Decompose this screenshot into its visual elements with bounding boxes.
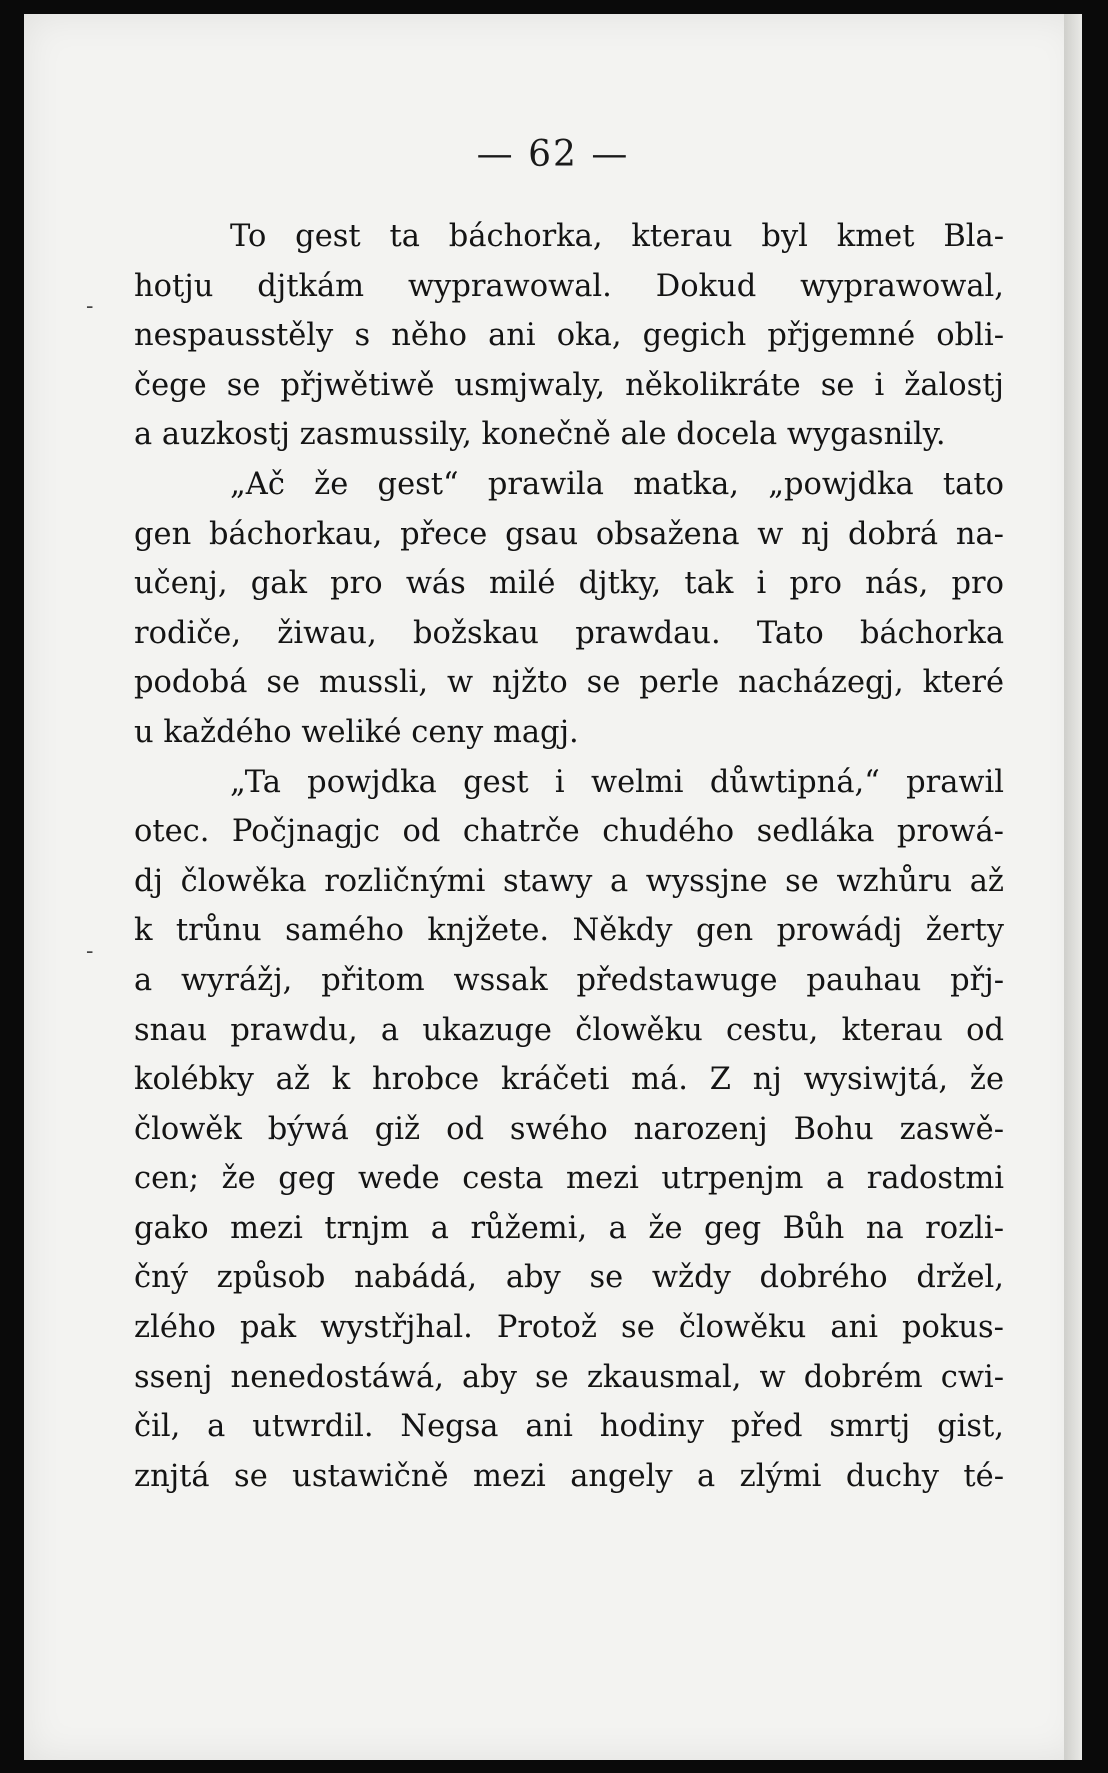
text-line: otec. Počjnagjc od chatrče chudého sedláka prowá- <box>134 814 1004 850</box>
text-line: rodiče, žiwau, božskau prawdau. Tato báchorka <box>134 615 1004 651</box>
text-line: čný způsob nabádá, aby se wždy dobrého držel, <box>134 1260 1004 1296</box>
text-line: a wyrážj, přitom wssak předstawuge pauhau přj- <box>134 962 1004 998</box>
book-page <box>24 14 1082 1760</box>
text-line: gen báchorkau, přece gsau obsaženа w nj dobrá na- <box>134 516 1004 552</box>
text-line: snau prawdu, a ukazuge člowěku cestu, kterau od <box>134 1012 1004 1048</box>
text-line: čil, a utwrdil. Negsa ani hodiny před smrtj gist, <box>134 1409 1004 1445</box>
text-line: dj člowěka rozličnými stawy a wyssjne se wzhůru až <box>134 863 1004 899</box>
margin-mark: - <box>86 294 94 319</box>
text-line: ssenj nenedostáwá, aby se zkausmal, w dobrém cwi- <box>134 1359 1004 1395</box>
text-line: znjtá se ustawičně mezi angely a zlými duchy té- <box>134 1458 1004 1494</box>
text-line: kolébky až k hrobce kráčeti má. Z nj wysiwjtá, že <box>134 1062 1004 1098</box>
page-number: — 62 — <box>476 134 630 175</box>
text-line: k trůnu samého knjžete. Někdy gen prowádj žerty <box>134 913 1004 949</box>
margin-mark: - <box>86 939 94 964</box>
text-line: učenj, gak pro wás milé djtky, tak i pro nás, pro <box>134 566 1004 602</box>
text-line: cen; že geg wede cesta mezi utrpenjm a radostmi <box>134 1161 1004 1197</box>
text-line: „Ta powjdka gest i welmi důwtipná,“ prawil <box>230 764 1004 800</box>
text-line: nespausstěly s něho ani oka, gegich přjgemné obli- <box>134 318 1004 354</box>
text-line: zlého pak wystřjhal. Protož se člowěku ani pokus- <box>134 1310 1004 1346</box>
text-line: člowěk býwá giž od swého narozenj Bohu zaswě- <box>134 1111 1004 1147</box>
text-line: „Ač že gest“ prawila matka, „powjdka tato <box>230 466 1004 502</box>
text-line: u každého weliké ceny magj. <box>134 714 579 750</box>
text-line: čege se přjwětiwě usmjwaly, několikráte se i žalostj <box>134 367 1004 403</box>
text-line: gako mezi trnjm a růžemi, a že geg Bůh na rozli- <box>134 1210 1004 1246</box>
text-line: podobá se mussli, w njžto se perle nacházegj, které <box>134 665 1004 701</box>
page-edge-shadow <box>1064 14 1082 1760</box>
text-line: a auzkostj zasmussily, konečně ale docela wygasnily. <box>134 417 946 453</box>
text-line: hotju djtkám wyprawowal. Dokud wyprawowal, <box>134 268 1004 304</box>
body-text <box>134 212 1004 1501</box>
text-line: To gest ta báchorka, kterau byl kmet Bla- <box>230 219 1004 254</box>
